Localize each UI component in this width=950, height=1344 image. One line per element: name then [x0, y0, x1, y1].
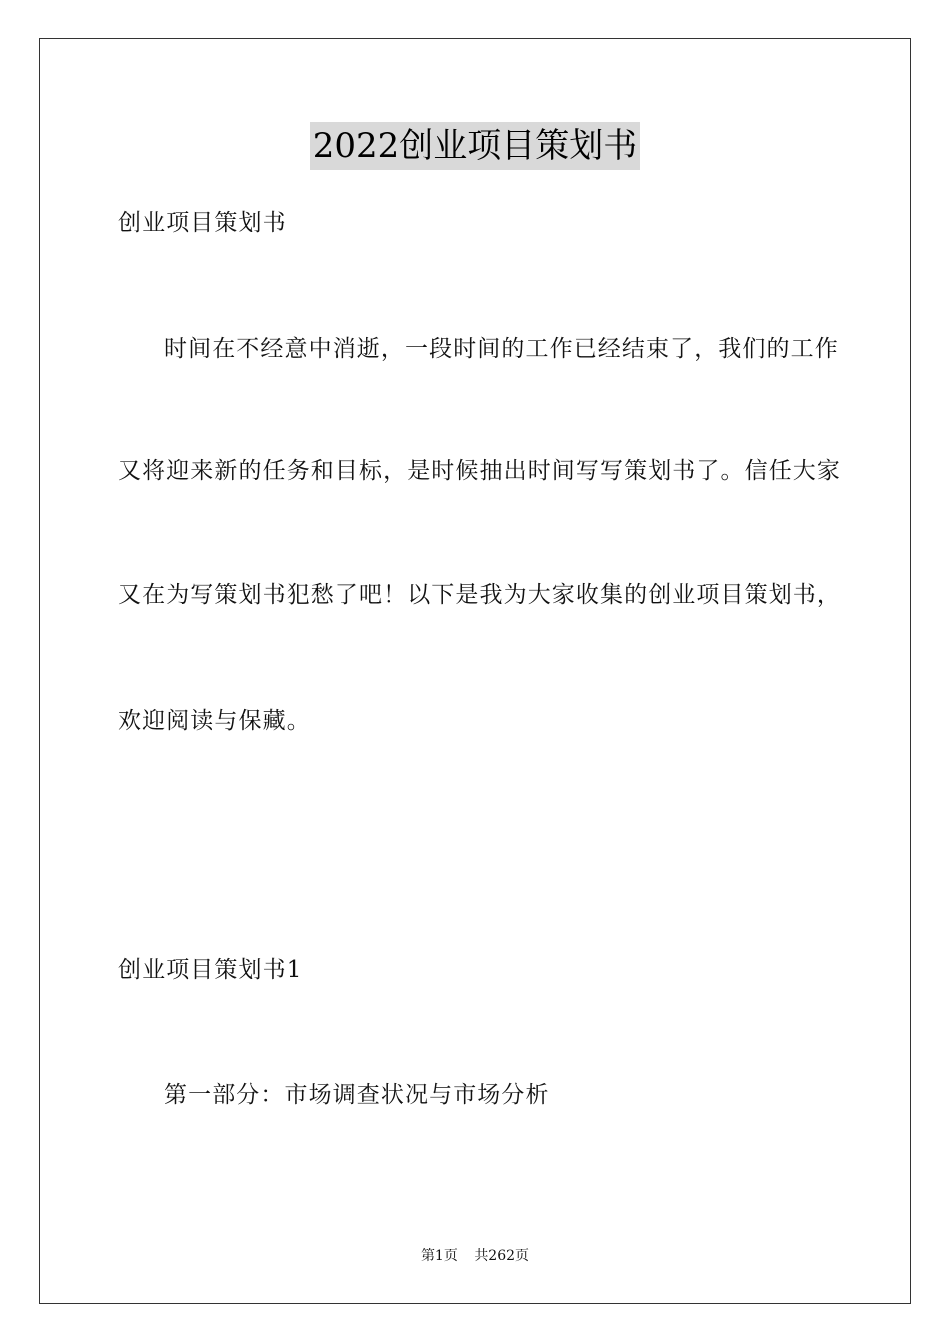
intro-line-1: 时间在不经意中消逝，一段时间的工作已经结束了，我们的工作 [164, 336, 839, 362]
section-heading: 创业项目策划书1 [118, 957, 303, 983]
intro-line-3: 又在为写策划书犯愁了吧！以下是我为大家收集的创业项目策划书， [118, 582, 841, 608]
intro-line-4: 欢迎阅读与保藏。 [118, 708, 311, 734]
part-heading: 第一部分：市场调查状况与市场分析 [164, 1082, 550, 1108]
document-subtitle: 创业项目策划书 [118, 210, 287, 236]
page-footer [0, 1246, 950, 1266]
intro-line-2: 又将迎来新的任务和目标，是时候抽出时间写写策划书了。信任大家 [118, 458, 841, 484]
page-total: 共262页 [474, 1248, 530, 1264]
page-number: 第1页 [420, 1248, 458, 1264]
document-title: 2022创业项目策划书 [310, 122, 641, 170]
title-container [0, 122, 950, 170]
